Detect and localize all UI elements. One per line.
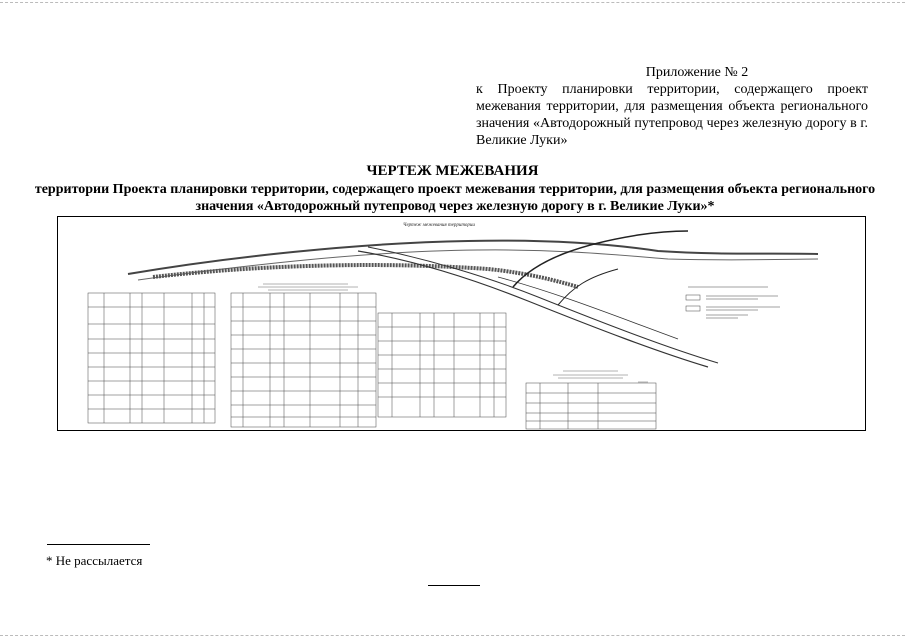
table-center: [231, 293, 376, 427]
scan-edge-bottom: [0, 635, 905, 636]
footnote-rule: [47, 544, 150, 545]
railway-line: [358, 251, 708, 367]
document-title: ЧЕРТЕЖ МЕЖЕВАНИЯ: [366, 163, 539, 179]
end-rule: [428, 585, 480, 586]
table-left: [88, 293, 215, 423]
legend: [686, 287, 780, 318]
document-subtitle: территории Проекта планировки территории, содержащего проект межевания территории, для размещения объекта регионального значения «Автодорожный путепровод через железную дорогу в г. Великие Луки»*: [34, 182, 876, 214]
fine-print: [258, 284, 648, 382]
land-band: [153, 265, 578, 287]
drawing-graphic: [58, 217, 865, 430]
scan-edge-top: [0, 2, 905, 3]
railway-line-3: [498, 277, 678, 339]
table-right: [378, 313, 506, 417]
appendix-body: к Проекту планировки территории, содержащего проект межевания территории, для размещения объекта регионального значения «Автодорожный путепровод через железную дорогу в г. Великие Луки»: [476, 82, 868, 148]
appendix-block: [476, 64, 868, 149]
boundary-drawing: [57, 216, 866, 431]
drawing-label: Чертеж межевания территории: [403, 223, 475, 228]
table-bottom: [526, 383, 656, 429]
footnote: * Не рассылается: [46, 553, 143, 568]
appendix-number: Приложение № 2: [645, 65, 749, 80]
overpass-ramp: [558, 269, 618, 305]
